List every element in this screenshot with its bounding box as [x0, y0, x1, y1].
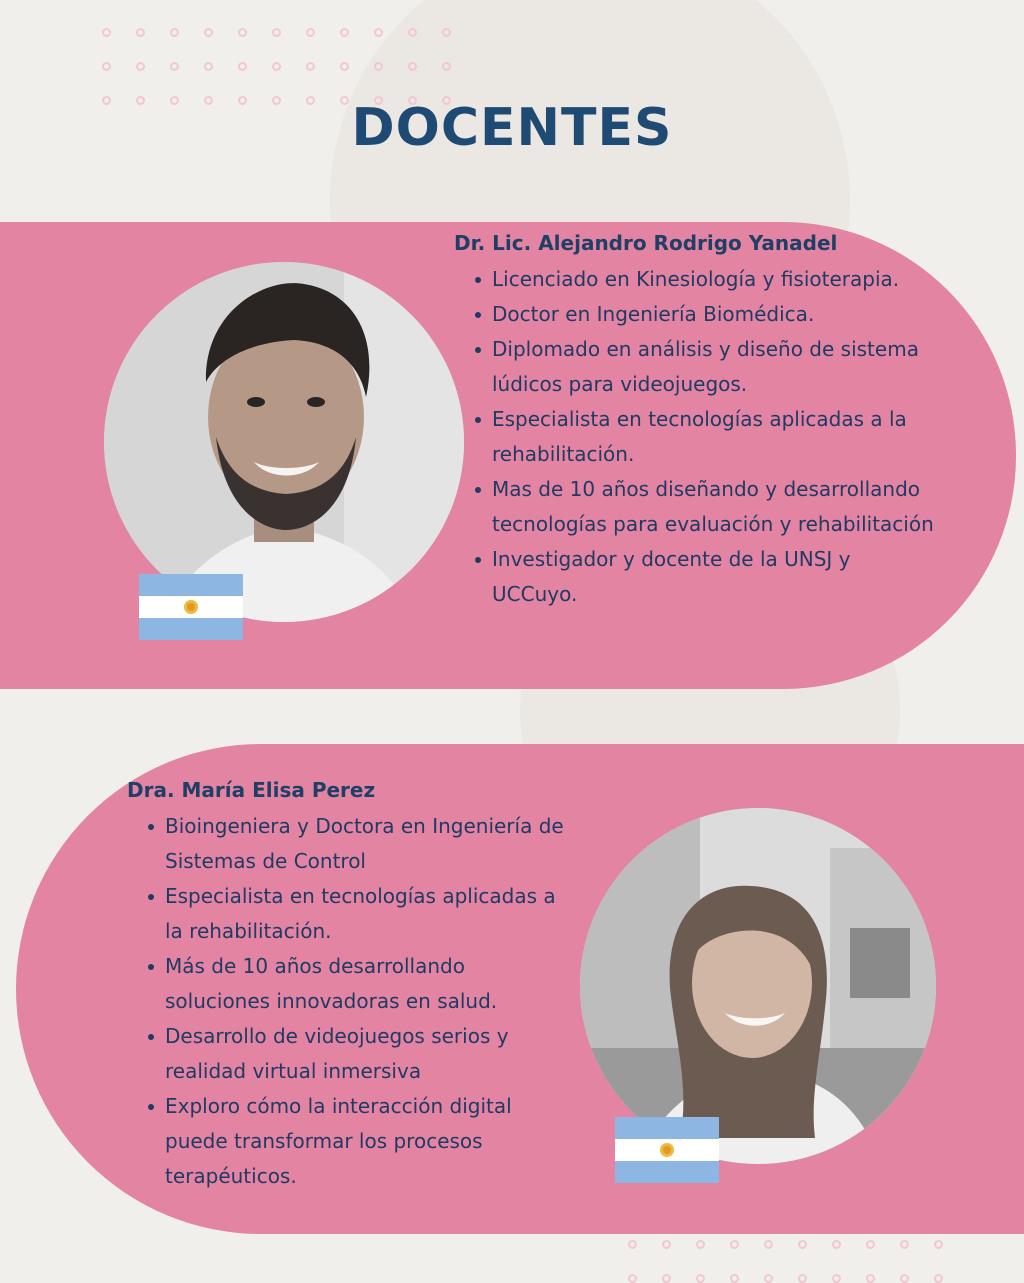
decorative-dot	[136, 62, 145, 71]
list-item: Bioingeniera y Doctora en Ingeniería de Sistemas de Control	[145, 809, 570, 879]
list-item: Licenciado en Kinesiología y fisioterapia.	[472, 262, 937, 297]
page-title: DOCENTES	[351, 98, 673, 158]
teacher-photo	[580, 808, 936, 1164]
list-item: Diplomado en análisis y diseño de sistema lúdicos para videojuegos.	[472, 332, 937, 402]
decorative-dot	[900, 1274, 909, 1283]
decorative-dot	[798, 1240, 807, 1249]
list-item: Investigador y docente de la UNSJ y UCCuyo.	[472, 542, 937, 612]
decorative-dot	[730, 1274, 739, 1283]
decorative-dot	[934, 1274, 943, 1283]
argentina-flag-icon	[139, 574, 243, 640]
list-item: Exploro cómo la interacción digital puede transformar los procesos terapéuticos.	[145, 1089, 570, 1194]
list-item: Más de 10 años desarrollando soluciones innovadoras en salud.	[145, 949, 570, 1019]
argentina-flag-icon	[615, 1117, 719, 1183]
decorative-dot	[662, 1240, 671, 1249]
teacher-bullet-list	[472, 262, 937, 612]
decorative-dot	[934, 1240, 943, 1249]
teacher-photo	[104, 262, 464, 622]
decorative-dot	[374, 62, 383, 71]
decorative-dot	[272, 62, 281, 71]
decorative-dot	[238, 28, 247, 37]
list-item: Mas de 10 años diseñando y desarrollando tecnologías para evaluación y rehabilitación	[472, 472, 937, 542]
decorative-dot	[764, 1274, 773, 1283]
decorative-dot	[866, 1274, 875, 1283]
list-item: Especialista en tecnologías aplicadas a la rehabilitación.	[145, 879, 570, 949]
decorative-dot	[662, 1274, 671, 1283]
decorative-dot	[238, 62, 247, 71]
teacher-bullet-list	[145, 809, 570, 1194]
decorative-dot	[442, 62, 451, 71]
decorative-dot	[832, 1240, 841, 1249]
decorative-dot	[628, 1240, 637, 1249]
decorative-dot	[730, 1240, 739, 1249]
decorative-dot	[408, 28, 417, 37]
list-item: Doctor en Ingeniería Biomédica.	[472, 297, 937, 332]
decorative-dot	[866, 1240, 875, 1249]
decorative-dot	[102, 28, 111, 37]
decorative-dot	[798, 1274, 807, 1283]
teacher-name: Dr. Lic. Alejandro Rodrigo Yanadel	[454, 231, 838, 255]
decorative-dot	[628, 1274, 637, 1283]
teacher-name: Dra. María Elisa Perez	[127, 778, 376, 802]
decorative-dot	[306, 28, 315, 37]
list-item: Desarrollo de videojuegos serios y realidad virtual inmersiva	[145, 1019, 570, 1089]
decorative-dot	[136, 28, 145, 37]
decorative-dot	[764, 1240, 773, 1249]
decorative-dot	[204, 62, 213, 71]
decorative-dot	[170, 62, 179, 71]
decorative-dot	[340, 28, 349, 37]
decorative-dot	[374, 28, 383, 37]
decorative-dot	[696, 1240, 705, 1249]
decorative-dot	[306, 62, 315, 71]
decorative-dot	[696, 1274, 705, 1283]
decorative-dot	[832, 1274, 841, 1283]
decorative-dot	[102, 62, 111, 71]
list-item: Especialista en tecnologías aplicadas a la rehabilitación.	[472, 402, 937, 472]
decorative-dot	[408, 62, 417, 71]
decorative-dot	[442, 28, 451, 37]
decorative-dot	[170, 28, 179, 37]
decorative-dot	[204, 28, 213, 37]
decorative-dot	[340, 62, 349, 71]
decorative-dot	[900, 1240, 909, 1249]
decorative-dot	[272, 28, 281, 37]
